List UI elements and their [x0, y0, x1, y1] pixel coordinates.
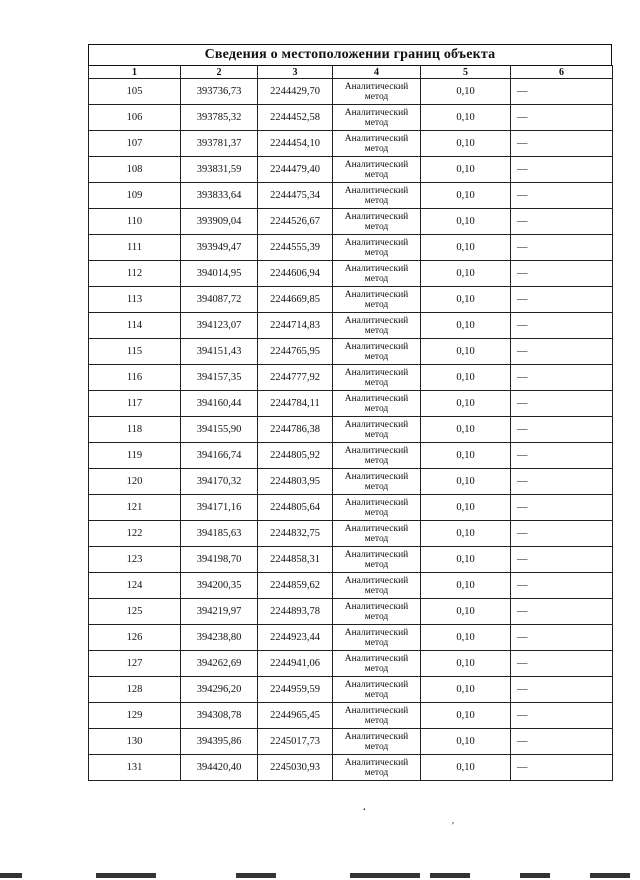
point-number: 112: [89, 261, 181, 287]
accuracy-value: 0,10: [421, 573, 511, 599]
method-line-2: метод: [364, 611, 389, 622]
method-line-1: Аналитический: [344, 289, 409, 300]
description-cell: —: [511, 469, 613, 495]
method-line-2: метод: [364, 299, 389, 310]
description-cell: —: [511, 547, 613, 573]
determination-method: [333, 235, 421, 261]
coordinate-x: 394123,07: [181, 313, 258, 339]
coordinate-x: 393909,04: [181, 209, 258, 235]
coordinate-y: 2244454,10: [258, 131, 333, 157]
point-number: 106: [89, 105, 181, 131]
accuracy-value: 0,10: [421, 79, 511, 105]
determination-method: [333, 599, 421, 625]
method-line-1: Аналитический: [344, 341, 409, 352]
table-row: [89, 287, 613, 313]
method-line-1: Аналитический: [344, 133, 409, 144]
method-line-1: Аналитический: [344, 549, 409, 560]
description-cell: —: [511, 157, 613, 183]
method-line-2: метод: [364, 273, 389, 284]
table-row: [89, 209, 613, 235]
point-number: 122: [89, 521, 181, 547]
method-line-1: Аналитический: [344, 237, 409, 248]
method-line-2: метод: [364, 533, 389, 544]
determination-method: [333, 183, 421, 209]
coordinate-y: 2245017,73: [258, 729, 333, 755]
method-line-1: Аналитический: [344, 419, 409, 430]
method-line-1: Аналитический: [344, 705, 409, 716]
point-number: 109: [89, 183, 181, 209]
table-row: [89, 131, 613, 157]
description-cell: —: [511, 235, 613, 261]
coordinate-x: 394420,40: [181, 755, 258, 781]
determination-method: [333, 495, 421, 521]
determination-method: [333, 261, 421, 287]
coordinate-x: 393785,32: [181, 105, 258, 131]
method-line-2: метод: [364, 325, 389, 336]
table-row: [89, 573, 613, 599]
point-number: 116: [89, 365, 181, 391]
table-row: [89, 703, 613, 729]
table-row: [89, 339, 613, 365]
method-line-2: метод: [364, 585, 389, 596]
method-line-2: метод: [364, 663, 389, 674]
table-row: [89, 235, 613, 261]
coordinate-x: 393781,37: [181, 131, 258, 157]
method-line-1: Аналитический: [344, 627, 409, 638]
method-line-2: метод: [364, 559, 389, 570]
table-row: [89, 443, 613, 469]
table-body: [89, 79, 613, 781]
table-row: [89, 755, 613, 781]
accuracy-value: 0,10: [421, 547, 511, 573]
point-number: 113: [89, 287, 181, 313]
method-line-2: метод: [364, 91, 389, 102]
column-header-1: 1: [89, 66, 181, 79]
table-row: [89, 547, 613, 573]
coordinate-x: 393736,73: [181, 79, 258, 105]
description-cell: —: [511, 651, 613, 677]
method-line-1: Аналитический: [344, 601, 409, 612]
coordinate-y: 2244526,67: [258, 209, 333, 235]
coordinate-x: 394262,69: [181, 651, 258, 677]
coordinate-x: 394238,80: [181, 625, 258, 651]
method-line-1: Аналитический: [344, 497, 409, 508]
coordinate-x: 394219,97: [181, 599, 258, 625]
determination-method: [333, 547, 421, 573]
method-line-1: Аналитический: [344, 81, 409, 92]
coordinate-x: 394170,32: [181, 469, 258, 495]
table-row: [89, 79, 613, 105]
point-number: 120: [89, 469, 181, 495]
coordinate-y: 2244765,95: [258, 339, 333, 365]
determination-method: [333, 625, 421, 651]
determination-method: [333, 651, 421, 677]
point-number: 124: [89, 573, 181, 599]
accuracy-value: 0,10: [421, 703, 511, 729]
point-number: 117: [89, 391, 181, 417]
accuracy-value: 0,10: [421, 417, 511, 443]
coordinate-y: 2244555,39: [258, 235, 333, 261]
table-row: [89, 183, 613, 209]
accuracy-value: 0,10: [421, 209, 511, 235]
coordinate-x: 394308,78: [181, 703, 258, 729]
table-row: [89, 625, 613, 651]
method-line-2: метод: [364, 637, 389, 648]
description-cell: —: [511, 495, 613, 521]
boundary-points-table: [88, 65, 613, 781]
coordinate-x: 394198,70: [181, 547, 258, 573]
description-cell: —: [511, 183, 613, 209]
description-cell: —: [511, 365, 613, 391]
point-number: 126: [89, 625, 181, 651]
coordinate-x: 394296,20: [181, 677, 258, 703]
method-line-1: Аналитический: [344, 367, 409, 378]
method-line-1: Аналитический: [344, 731, 409, 742]
method-line-1: Аналитический: [344, 263, 409, 274]
coordinate-y: 2244475,34: [258, 183, 333, 209]
coordinate-y: 2245030,93: [258, 755, 333, 781]
determination-method: [333, 755, 421, 781]
table-row: [89, 391, 613, 417]
table-row: [89, 105, 613, 131]
accuracy-value: 0,10: [421, 391, 511, 417]
determination-method: [333, 469, 421, 495]
determination-method: [333, 79, 421, 105]
determination-method: [333, 443, 421, 469]
description-cell: —: [511, 79, 613, 105]
point-number: 128: [89, 677, 181, 703]
description-cell: —: [511, 261, 613, 287]
point-number: 108: [89, 157, 181, 183]
description-cell: —: [511, 573, 613, 599]
coordinate-y: 2244714,83: [258, 313, 333, 339]
coordinate-y: 2244803,95: [258, 469, 333, 495]
point-number: 119: [89, 443, 181, 469]
description-cell: —: [511, 521, 613, 547]
point-number: 129: [89, 703, 181, 729]
table-row: [89, 313, 613, 339]
point-number: 121: [89, 495, 181, 521]
coordinate-y: 2244786,38: [258, 417, 333, 443]
accuracy-value: 0,10: [421, 157, 511, 183]
point-number: 123: [89, 547, 181, 573]
determination-method: [333, 729, 421, 755]
description-cell: —: [511, 703, 613, 729]
coordinate-x: 394160,44: [181, 391, 258, 417]
table-row: [89, 729, 613, 755]
coordinate-y: 2244859,62: [258, 573, 333, 599]
coordinate-x: 394200,35: [181, 573, 258, 599]
point-number: 125: [89, 599, 181, 625]
coordinate-y: 2244805,92: [258, 443, 333, 469]
method-line-1: Аналитический: [344, 445, 409, 456]
description-cell: —: [511, 599, 613, 625]
point-number: 107: [89, 131, 181, 157]
accuracy-value: 0,10: [421, 261, 511, 287]
accuracy-value: 0,10: [421, 443, 511, 469]
scan-dot-mark: ·: [362, 803, 367, 818]
coordinate-y: 2244965,45: [258, 703, 333, 729]
column-header-3: 3: [258, 66, 333, 79]
method-line-1: Аналитический: [344, 107, 409, 118]
point-number: 114: [89, 313, 181, 339]
coordinate-y: 2244452,58: [258, 105, 333, 131]
accuracy-value: 0,10: [421, 313, 511, 339]
coordinate-x: 393831,59: [181, 157, 258, 183]
method-line-2: метод: [364, 351, 389, 362]
description-cell: —: [511, 729, 613, 755]
accuracy-value: 0,10: [421, 677, 511, 703]
determination-method: [333, 521, 421, 547]
coordinate-x: 394157,35: [181, 365, 258, 391]
coordinate-x: 394014,95: [181, 261, 258, 287]
method-line-2: метод: [364, 741, 389, 752]
table-row: [89, 599, 613, 625]
method-line-1: Аналитический: [344, 185, 409, 196]
method-line-2: метод: [364, 247, 389, 258]
method-line-2: метод: [364, 403, 389, 414]
method-line-1: Аналитический: [344, 159, 409, 170]
method-line-1: Аналитический: [344, 211, 409, 222]
description-cell: —: [511, 209, 613, 235]
point-number: 105: [89, 79, 181, 105]
coordinate-y: 2244959,59: [258, 677, 333, 703]
determination-method: [333, 573, 421, 599]
accuracy-value: 0,10: [421, 235, 511, 261]
coordinate-x: 393833,64: [181, 183, 258, 209]
determination-method: [333, 131, 421, 157]
point-number: 131: [89, 755, 181, 781]
coordinate-y: 2244805,64: [258, 495, 333, 521]
description-cell: —: [511, 287, 613, 313]
method-line-2: метод: [364, 481, 389, 492]
method-line-1: Аналитический: [344, 575, 409, 586]
coordinate-y: 2244923,44: [258, 625, 333, 651]
method-line-2: метод: [364, 117, 389, 128]
column-header-6: 6: [511, 66, 613, 79]
scan-edge-artifact: [0, 870, 640, 880]
table-row: [89, 157, 613, 183]
method-line-2: метод: [364, 143, 389, 154]
method-line-1: Аналитический: [344, 315, 409, 326]
table-row: [89, 495, 613, 521]
coordinate-y: 2244893,78: [258, 599, 333, 625]
method-line-2: метод: [364, 221, 389, 232]
coordinate-y: 2244941,06: [258, 651, 333, 677]
determination-method: [333, 417, 421, 443]
description-cell: —: [511, 443, 613, 469]
description-cell: —: [511, 391, 613, 417]
accuracy-value: 0,10: [421, 729, 511, 755]
method-line-1: Аналитический: [344, 471, 409, 482]
method-line-1: Аналитический: [344, 523, 409, 534]
coordinate-y: 2244606,94: [258, 261, 333, 287]
coordinate-x: 394185,63: [181, 521, 258, 547]
coordinate-y: 2244858,31: [258, 547, 333, 573]
determination-method: [333, 313, 421, 339]
determination-method: [333, 105, 421, 131]
method-line-1: Аналитический: [344, 653, 409, 664]
determination-method: [333, 157, 421, 183]
method-line-2: метод: [364, 169, 389, 180]
determination-method: [333, 339, 421, 365]
point-number: 110: [89, 209, 181, 235]
coordinate-x: 394166,74: [181, 443, 258, 469]
method-line-1: Аналитический: [344, 393, 409, 404]
determination-method: [333, 209, 421, 235]
table-row: [89, 469, 613, 495]
coordinate-x: 393949,47: [181, 235, 258, 261]
description-cell: —: [511, 131, 613, 157]
description-cell: —: [511, 677, 613, 703]
method-line-2: метод: [364, 429, 389, 440]
method-line-2: метод: [364, 455, 389, 466]
method-line-2: метод: [364, 377, 389, 388]
accuracy-value: 0,10: [421, 105, 511, 131]
coordinate-y: 2244832,75: [258, 521, 333, 547]
determination-method: [333, 365, 421, 391]
method-line-2: метод: [364, 689, 389, 700]
accuracy-value: 0,10: [421, 625, 511, 651]
accuracy-value: 0,10: [421, 131, 511, 157]
description-cell: —: [511, 105, 613, 131]
coordinate-x: 394395,86: [181, 729, 258, 755]
description-cell: —: [511, 339, 613, 365]
accuracy-value: 0,10: [421, 755, 511, 781]
column-header-4: 4: [333, 66, 421, 79]
column-header-2: 2: [181, 66, 258, 79]
table-row: [89, 365, 613, 391]
description-cell: —: [511, 755, 613, 781]
accuracy-value: 0,10: [421, 183, 511, 209]
coordinate-y: 2244479,40: [258, 157, 333, 183]
accuracy-value: 0,10: [421, 495, 511, 521]
accuracy-value: 0,10: [421, 339, 511, 365]
method-line-2: метод: [364, 195, 389, 206]
coordinate-y: 2244784,11: [258, 391, 333, 417]
point-number: 111: [89, 235, 181, 261]
determination-method: [333, 287, 421, 313]
coordinate-y: 2244777,92: [258, 365, 333, 391]
boundary-table-sheet: [88, 44, 612, 781]
method-line-2: метод: [364, 767, 389, 778]
coordinate-y: 2244669,85: [258, 287, 333, 313]
description-cell: —: [511, 625, 613, 651]
accuracy-value: 0,10: [421, 287, 511, 313]
table-row: [89, 521, 613, 547]
column-number-row: [89, 66, 613, 79]
coordinate-x: 394171,16: [181, 495, 258, 521]
method-line-1: Аналитический: [344, 679, 409, 690]
scan-tick-mark: ′: [452, 821, 455, 832]
coordinate-x: 394155,90: [181, 417, 258, 443]
method-line-2: метод: [364, 715, 389, 726]
table-row: [89, 677, 613, 703]
table-row: [89, 261, 613, 287]
point-number: 130: [89, 729, 181, 755]
table-title: Сведения о местоположении границ объекта: [88, 44, 612, 65]
method-line-2: метод: [364, 507, 389, 518]
accuracy-value: 0,10: [421, 521, 511, 547]
determination-method: [333, 677, 421, 703]
determination-method: [333, 703, 421, 729]
description-cell: —: [511, 417, 613, 443]
coordinate-x: 394151,43: [181, 339, 258, 365]
column-header-5: 5: [421, 66, 511, 79]
method-line-1: Аналитический: [344, 757, 409, 768]
accuracy-value: 0,10: [421, 599, 511, 625]
accuracy-value: 0,10: [421, 651, 511, 677]
point-number: 118: [89, 417, 181, 443]
point-number: 115: [89, 339, 181, 365]
coordinate-x: 394087,72: [181, 287, 258, 313]
table-row: [89, 651, 613, 677]
determination-method: [333, 391, 421, 417]
accuracy-value: 0,10: [421, 365, 511, 391]
coordinate-y: 2244429,70: [258, 79, 333, 105]
point-number: 127: [89, 651, 181, 677]
accuracy-value: 0,10: [421, 469, 511, 495]
table-row: [89, 417, 613, 443]
description-cell: —: [511, 313, 613, 339]
